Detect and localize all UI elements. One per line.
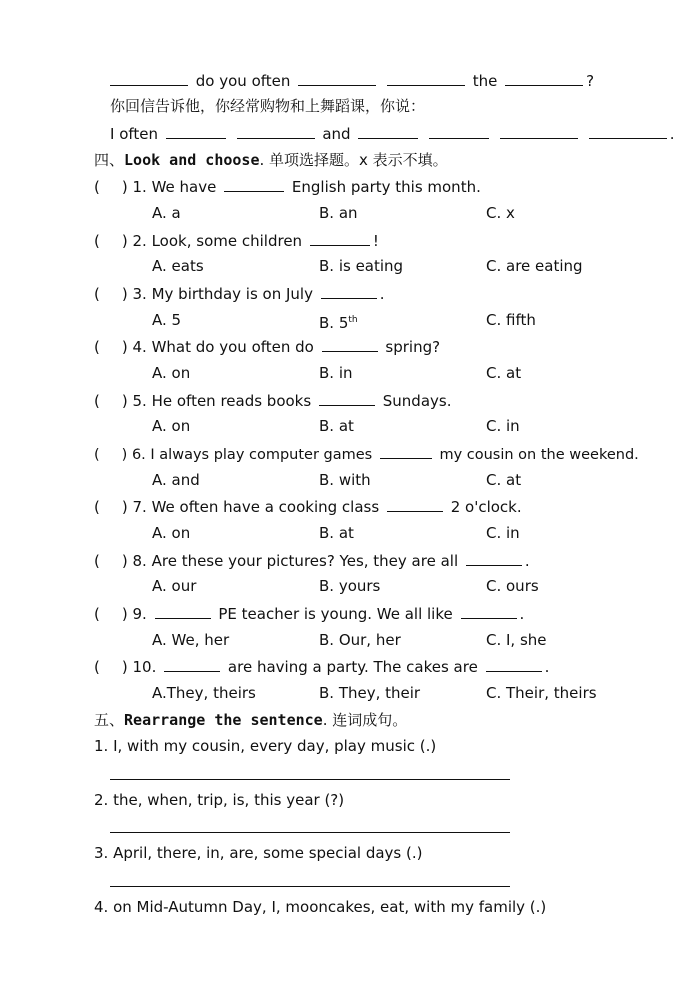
option-c[interactable]: C. ours	[486, 577, 539, 595]
question-8	[94, 550, 530, 571]
option-a[interactable]: A. on	[152, 524, 191, 542]
blank[interactable]	[486, 656, 542, 672]
section-title-en: Rearrange the sentence	[124, 711, 323, 729]
section-heading-5	[94, 710, 407, 730]
question-6	[94, 443, 639, 465]
blank[interactable]	[505, 70, 583, 86]
option-a[interactable]: A. on	[152, 364, 191, 382]
question-text: Look, some children	[151, 232, 303, 250]
blank[interactable]	[237, 123, 315, 139]
section-number: 五、	[94, 711, 125, 729]
question-text: We have	[151, 178, 217, 196]
answer-slot[interactable]	[103, 551, 119, 566]
question-text: English party this month.	[291, 178, 481, 196]
paren-open: (	[94, 285, 100, 303]
paren-open: (	[94, 498, 100, 516]
question-text: .	[544, 658, 550, 676]
sentence-text: do you often	[195, 72, 291, 90]
option-b[interactable]: B. is eating	[319, 257, 404, 275]
question-text: .	[524, 552, 530, 570]
question-1	[94, 176, 481, 197]
paren-close: )	[121, 285, 128, 303]
question-7	[94, 496, 522, 517]
question-text: Are these your pictures? Yes, they are all	[151, 552, 459, 570]
question-text: What do you often do	[151, 338, 314, 356]
option-c[interactable]: C. are eating	[486, 257, 583, 275]
section-title-zh: . 连词成句。	[322, 711, 408, 729]
question-text: 2 o'clock.	[450, 498, 522, 516]
option-c[interactable]: C. at	[486, 364, 522, 382]
paren-close: )	[121, 392, 128, 410]
answer-slot[interactable]	[103, 337, 119, 352]
question-text: .	[379, 285, 385, 303]
answer-slot[interactable]	[103, 444, 119, 459]
question-number: 6.	[131, 447, 146, 463]
paren-close: )	[121, 338, 128, 356]
option-c[interactable]: C. in	[486, 417, 520, 435]
paren-open: (	[94, 232, 100, 250]
question-text: my cousin on the weekend.	[439, 447, 639, 463]
option-a[interactable]: A. on	[152, 417, 191, 435]
question-number: 5.	[132, 392, 147, 410]
paren-open: (	[94, 392, 100, 410]
answer-slot[interactable]	[103, 497, 119, 512]
paren-close: )	[121, 552, 128, 570]
rearrange-item-3: 3. April, there, in, are, some special days (.)	[94, 844, 423, 862]
answer-line[interactable]	[110, 779, 510, 780]
option-c[interactable]: C. I, she	[486, 631, 547, 649]
blank[interactable]	[589, 123, 667, 139]
paren-close: )	[121, 658, 128, 676]
question-number: 4.	[132, 338, 147, 356]
sentence-text: I often	[110, 125, 159, 143]
option-b[interactable]: B. Our, her	[319, 631, 401, 649]
option-b[interactable]: B. at	[319, 417, 354, 435]
paren-open: (	[94, 338, 100, 356]
rearrange-item-2: 2. the, when, trip, is, this year (?)	[94, 791, 345, 809]
question-text: spring?	[385, 338, 441, 356]
question-text: .	[519, 605, 525, 623]
option-a[interactable]: A.They, theirs	[152, 684, 256, 702]
sentence-text: the	[472, 72, 498, 90]
option-c[interactable]: C. in	[486, 524, 520, 542]
blank[interactable]	[310, 230, 370, 246]
blank[interactable]	[461, 603, 517, 619]
question-number: 8.	[132, 552, 147, 570]
question-number: 2.	[132, 232, 147, 250]
option-a[interactable]: A. We, her	[152, 631, 230, 649]
option-b[interactable]	[319, 310, 358, 333]
option-a[interactable]: A. and	[152, 471, 200, 489]
ordinal-suffix: th	[348, 315, 358, 325]
sentence-text: and	[322, 125, 351, 143]
question-10	[94, 656, 549, 677]
blank[interactable]	[380, 443, 432, 459]
option-c[interactable]: C. x	[486, 204, 515, 222]
option-text: B. 5	[319, 314, 349, 332]
question-text: We often have a cooking class	[151, 498, 380, 516]
section-title-zh: . 单项选择题。x 表示不填。	[259, 151, 448, 169]
option-c[interactable]: C. at	[486, 471, 522, 489]
option-c[interactable]: C. fifth	[486, 311, 536, 329]
paren-open: (	[94, 552, 100, 570]
paren-close: )	[121, 178, 128, 196]
question-text: are having a party. The cakes are	[227, 658, 478, 676]
question-text: He often reads books	[151, 392, 312, 410]
punctuation: .	[669, 125, 675, 143]
question-number: 9.	[132, 605, 147, 623]
option-b[interactable]: B. in	[319, 364, 353, 382]
blank[interactable]	[166, 123, 226, 139]
option-c[interactable]: C. Their, theirs	[486, 684, 597, 702]
option-b[interactable]: B. They, their	[319, 684, 421, 702]
rearrange-item-1: 1. I, with my cousin, every day, play music (.)	[94, 737, 437, 755]
option-b[interactable]: B. at	[319, 524, 354, 542]
answer-slot[interactable]	[103, 657, 119, 672]
paren-close: )	[121, 605, 128, 623]
question-number: 7.	[132, 498, 147, 516]
answer-slot[interactable]	[103, 284, 119, 299]
section-title-en: Look and choose	[124, 151, 260, 169]
section-number: 四、	[94, 151, 125, 169]
option-a[interactable]: A. a	[152, 204, 181, 222]
option-b[interactable]: B. an	[319, 204, 358, 222]
chinese-prompt: 你回信告诉他，你经常购物和上舞蹈课，你说：	[110, 97, 426, 115]
paren-open: (	[94, 605, 100, 623]
question-9	[94, 603, 524, 624]
blank[interactable]	[298, 70, 376, 86]
answer-line[interactable]	[110, 832, 510, 833]
blank[interactable]	[164, 656, 220, 672]
question-3	[94, 283, 385, 304]
question-text: PE teacher is young. We all like	[218, 605, 453, 623]
blank[interactable]	[321, 283, 377, 299]
option-a[interactable]: A. eats	[152, 257, 204, 275]
option-a[interactable]: A. 5	[152, 311, 182, 329]
blank[interactable]	[322, 336, 378, 352]
answer-line[interactable]	[110, 886, 510, 887]
answer-slot[interactable]	[103, 604, 119, 619]
option-b[interactable]: B. yours	[319, 577, 381, 595]
paren-open: (	[94, 447, 100, 463]
question-text: My birthday is on July	[151, 285, 313, 303]
question-text: !	[372, 232, 379, 250]
question-number: 10.	[132, 658, 157, 676]
blank[interactable]	[319, 390, 375, 406]
question-sentence-line	[110, 70, 594, 91]
blank[interactable]	[387, 70, 465, 86]
question-text: Sundays.	[382, 392, 452, 410]
answer-sentence-line	[110, 123, 675, 144]
blank[interactable]	[429, 123, 489, 139]
question-2	[94, 230, 379, 251]
blank[interactable]	[155, 603, 211, 619]
question-text: I always play computer games	[150, 447, 373, 463]
question-number: 1.	[132, 178, 147, 196]
question-4	[94, 336, 440, 357]
blank[interactable]	[110, 70, 188, 86]
paren-open: (	[94, 178, 100, 196]
answer-slot[interactable]	[103, 177, 119, 192]
question-5	[94, 390, 451, 411]
section-heading-4	[94, 150, 448, 170]
blank[interactable]	[224, 176, 284, 192]
paren-close: )	[121, 447, 128, 463]
blank[interactable]	[466, 550, 522, 566]
question-number: 3.	[132, 285, 147, 303]
answer-slot[interactable]	[103, 391, 119, 406]
option-a[interactable]: A. our	[152, 577, 197, 595]
blank[interactable]	[358, 123, 418, 139]
paren-close: )	[121, 498, 128, 516]
rearrange-item-4: 4. on Mid-Autumn Day, I, mooncakes, eat, with my family (.)	[94, 898, 547, 916]
paren-close: )	[121, 232, 128, 250]
punctuation: ?	[586, 72, 595, 90]
option-b[interactable]: B. with	[319, 471, 371, 489]
blank[interactable]	[500, 123, 578, 139]
blank[interactable]	[387, 496, 443, 512]
paren-open: (	[94, 658, 100, 676]
answer-slot[interactable]	[103, 231, 119, 246]
